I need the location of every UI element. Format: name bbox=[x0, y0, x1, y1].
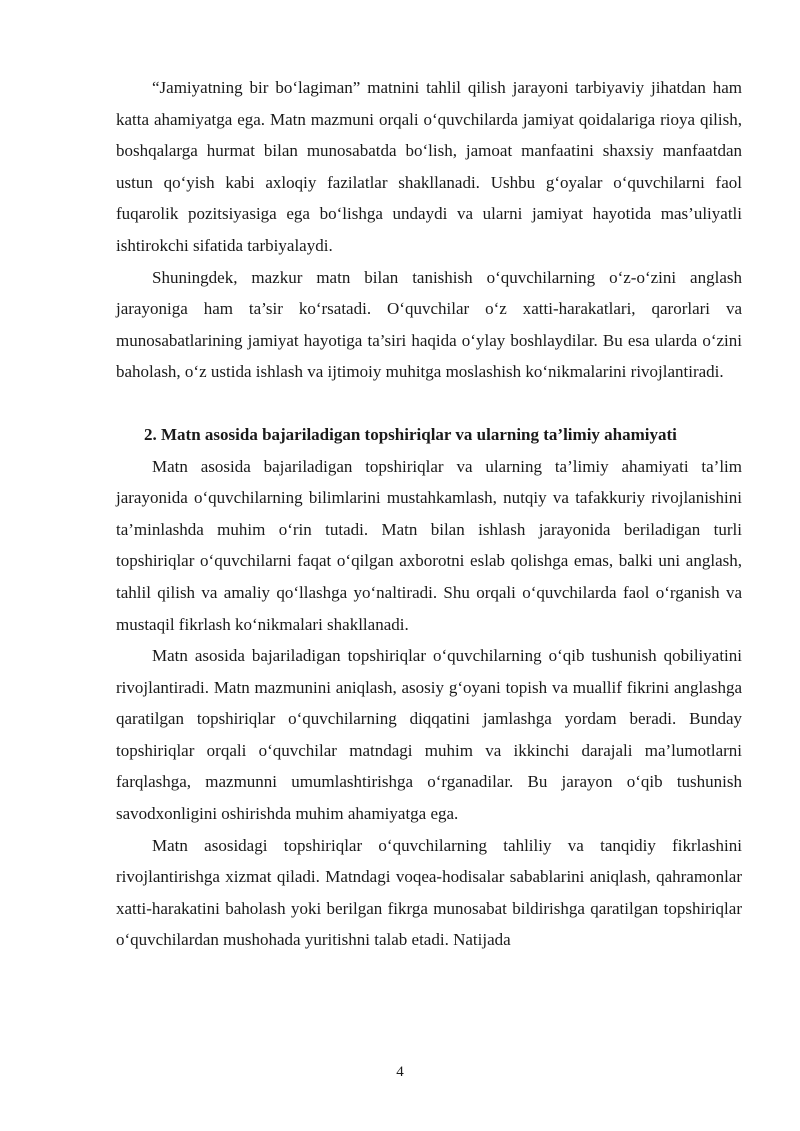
body-paragraph: “Jamiyatning bir bo‘lagiman” matnini tahlil qilish jarayoni tarbiyaviy jihatdan ham katta ahamiyatga ega. Matn mazmuni orqali o‘quvchilarda jamiyat qoidalariga rioya qilish, boshqalarga hurmat bilan munosabatda bo‘lish, jamoat manfaatini shaxsiy manfaatdan ustun qo‘yish kabi axloqiy fazilatlar shakllanadi. Ushbu g‘oyalar o‘quvchilarni faol fuqarolik pozitsiyasiga ega bo‘lishga undaydi va ularni jamiyat hayotida mas’uliyatli ishtirokchi sifatida tarbiyalaydi. bbox=[116, 78, 742, 255]
body-paragraph: Matn asosida bajariladigan topshiriqlar va ularning ta’limiy ahamiyati ta’lim jarayonida o‘quvchilarning bilimlarini mustahkamlash, nutqiy va tafakkuriy rivojlanishini ta’minlashda muhim o‘rin tutadi. Matn bilan ishlash jarayonida beriladigan turli topshiriqlar o‘quvchilarni faqat o‘qilgan axborotni eslab qolishga emas, balki uni anglash, tahlil qilish va amaliy qo‘llashga yo‘naltiradi. Shu orqali o‘quvchilarda faol o‘rganish va mustaqil fikrlash ko‘nikmalari shakllanadi. bbox=[116, 456, 742, 634]
page-number: 4 bbox=[396, 1064, 404, 1080]
section-heading: 2. Matn asosida bajariladigan topshiriqlar va ularning ta’limiy ahamiyati bbox=[144, 424, 677, 444]
body-paragraph: Shuningdek, mazkur matn bilan tanishish o‘quvchilarning o‘z-o‘zini anglash jarayoniga ham ta’sir ko‘rsatadi. O‘quvchilar o‘z xatti-harakatlari, qarorlari va munosabatlarining jamiyat hayotiga ta’siri haqida o‘ylay boshlaydilar. Bu esa ularda o‘zini baholash, o‘z ustida ishlash va ijtimoiy muhitga moslashish ko‘nikmalarini rivojlantiradi. bbox=[116, 267, 742, 382]
body-paragraph: Matn asosida bajariladigan topshiriqlar o‘quvchilarning o‘qib tushunish qobiliyatini rivojlantiradi. Matn mazmunini aniqlash, asosiy g‘oyani topish va muallif fikrini anglashga qaratilgan topshiriqlar o‘quvchilarning diqqatini jamlashga yordam beradi. Bunday topshiriqlar orqali o‘quvchilar matndagi muhim va ikkinchi darajali ma’lumotlarni farqlashga, mazmunni umumlashtirishga o‘rganadilar. Bu jarayon o‘qib tushunish savodxonligini oshirishda muhim ahamiyatga ega. bbox=[116, 646, 742, 824]
body-paragraph: Matn asosidagi topshiriqlar o‘quvchilarning tahliliy va tanqidiy fikrlashini rivojlantirishga xizmat qiladi. Matndagi voqea-hodisalar sabablarini aniqlash, qahramonlar xatti-harakatini baholash yoki berilgan fikrga munosabat bildirishga qaratilgan topshiriqlar o‘quvchilardan mushohada yuritishni talab etadi. Natijada bbox=[116, 835, 742, 950]
document-page bbox=[116, 72, 742, 956]
